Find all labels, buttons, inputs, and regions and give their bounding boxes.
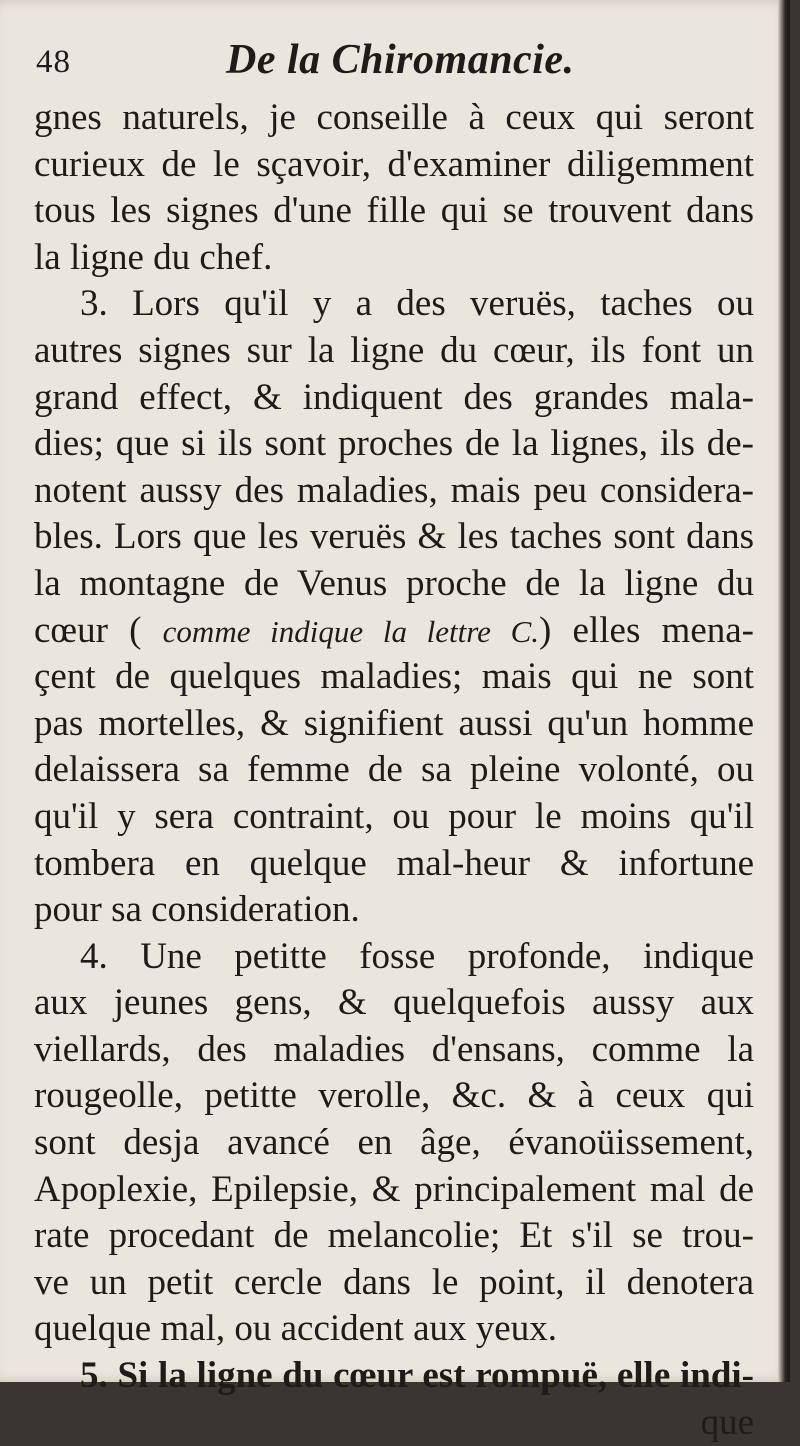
text-segment: qu'il y sera contraint, ou pour le moins qu'il: [34, 795, 754, 837]
text-segment: autres signes sur la ligne du cœur, ils font un: [34, 329, 754, 371]
text-line: [34, 1120, 754, 1167]
text-line: [34, 514, 754, 561]
body-text: [34, 95, 754, 1446]
text-line: [34, 980, 754, 1027]
text-line: [34, 1213, 754, 1260]
text-line: [34, 1073, 754, 1120]
text-line: [34, 794, 754, 841]
text-segment: ve un petit cercle dans le point, il denotera: [34, 1261, 754, 1303]
text-line: [34, 747, 754, 794]
text-line: [34, 701, 754, 748]
text-line: [34, 561, 754, 608]
text-line: [34, 1400, 754, 1446]
text-segment: ) elles mena-: [539, 609, 754, 651]
text-segment: rougeolle, petitte verolle, &c. & à ceux qui: [34, 1075, 754, 1117]
text-segment: viellards, des maladies d'ensans, comme la: [34, 1028, 754, 1070]
text-segment: pas mortelles, & signifient aussi qu'un homme: [34, 702, 754, 744]
text-line: [34, 1260, 754, 1307]
text-segment: cœur (: [34, 609, 163, 651]
text-line: [34, 841, 754, 888]
text-line: [34, 188, 754, 235]
text-line: [34, 375, 754, 422]
text-segment: gnes naturels, je conseille à ceux qui seront: [34, 97, 754, 138]
text-line: [34, 281, 754, 328]
text-segment: que: [700, 1401, 754, 1443]
text-segment: çent de quelques maladies; mais qui ne sont: [34, 656, 754, 698]
italic-reference: comme indique la lettre C.: [162, 613, 540, 649]
text-line: [34, 235, 754, 282]
text-segment: tous les signes d'une fille qui se trouvent dans: [34, 190, 754, 232]
text-line: [34, 1027, 754, 1074]
text-segment: rate procedant de melancolie; Et s'il se trou-: [34, 1215, 754, 1257]
text-line: [34, 1167, 754, 1214]
page-number: 48: [36, 44, 71, 80]
text-segment: dies; que si ils sont proches de la lignes, ils de-: [34, 423, 754, 465]
binding-edge: [778, 0, 790, 1382]
text-line: [34, 328, 754, 375]
text-line: [34, 468, 754, 515]
text-line: [34, 608, 754, 655]
text-line: [34, 142, 754, 189]
text-segment: notent aussy des maladies, mais peu considera-: [34, 469, 754, 511]
text-line: [34, 934, 754, 981]
text-line: [34, 1306, 754, 1353]
text-segment: la montagne de Venus proche de la ligne du: [34, 562, 754, 604]
text-segment: pour sa consideration.: [34, 889, 360, 931]
text-segment: curieux de le sçavoir, d'examiner diligemment: [34, 143, 754, 185]
page-header: [36, 36, 756, 100]
running-head: De la Chiromancie.: [226, 37, 575, 83]
text-segment: tombera en quelque mal-heur & infortune: [34, 842, 754, 884]
text-segment: quelque mal, ou accident aux yeux.: [34, 1308, 557, 1350]
text-line: [34, 1353, 754, 1400]
text-segment: bles. Lors que les veruës & les taches sont dans: [34, 516, 754, 558]
text-line: [34, 95, 754, 142]
text-segment: Apoplexie, Epilepsie, & principalement mal de: [34, 1168, 754, 1210]
text-segment: 3. Lors qu'il y a des veruës, taches ou: [80, 283, 754, 325]
text-segment: sont desja avancé en âge, évanoüissement,: [34, 1122, 754, 1164]
text-segment: grand effect, & indiquent des grandes mala-: [34, 376, 754, 418]
text-line: [34, 654, 754, 701]
text-segment: 5. Si la ligne du cœur est rompuë, elle indi-: [80, 1355, 754, 1397]
text-line: [34, 887, 754, 934]
text-line: [34, 421, 754, 468]
text-segment: delaissera sa femme de sa pleine volonté, ou: [34, 749, 754, 791]
text-segment: aux jeunes gens, & quelquefois aussy aux: [34, 982, 754, 1024]
text-segment: 4. Une petitte fosse profonde, indique: [80, 935, 754, 977]
text-segment: la ligne du chef.: [34, 236, 273, 278]
